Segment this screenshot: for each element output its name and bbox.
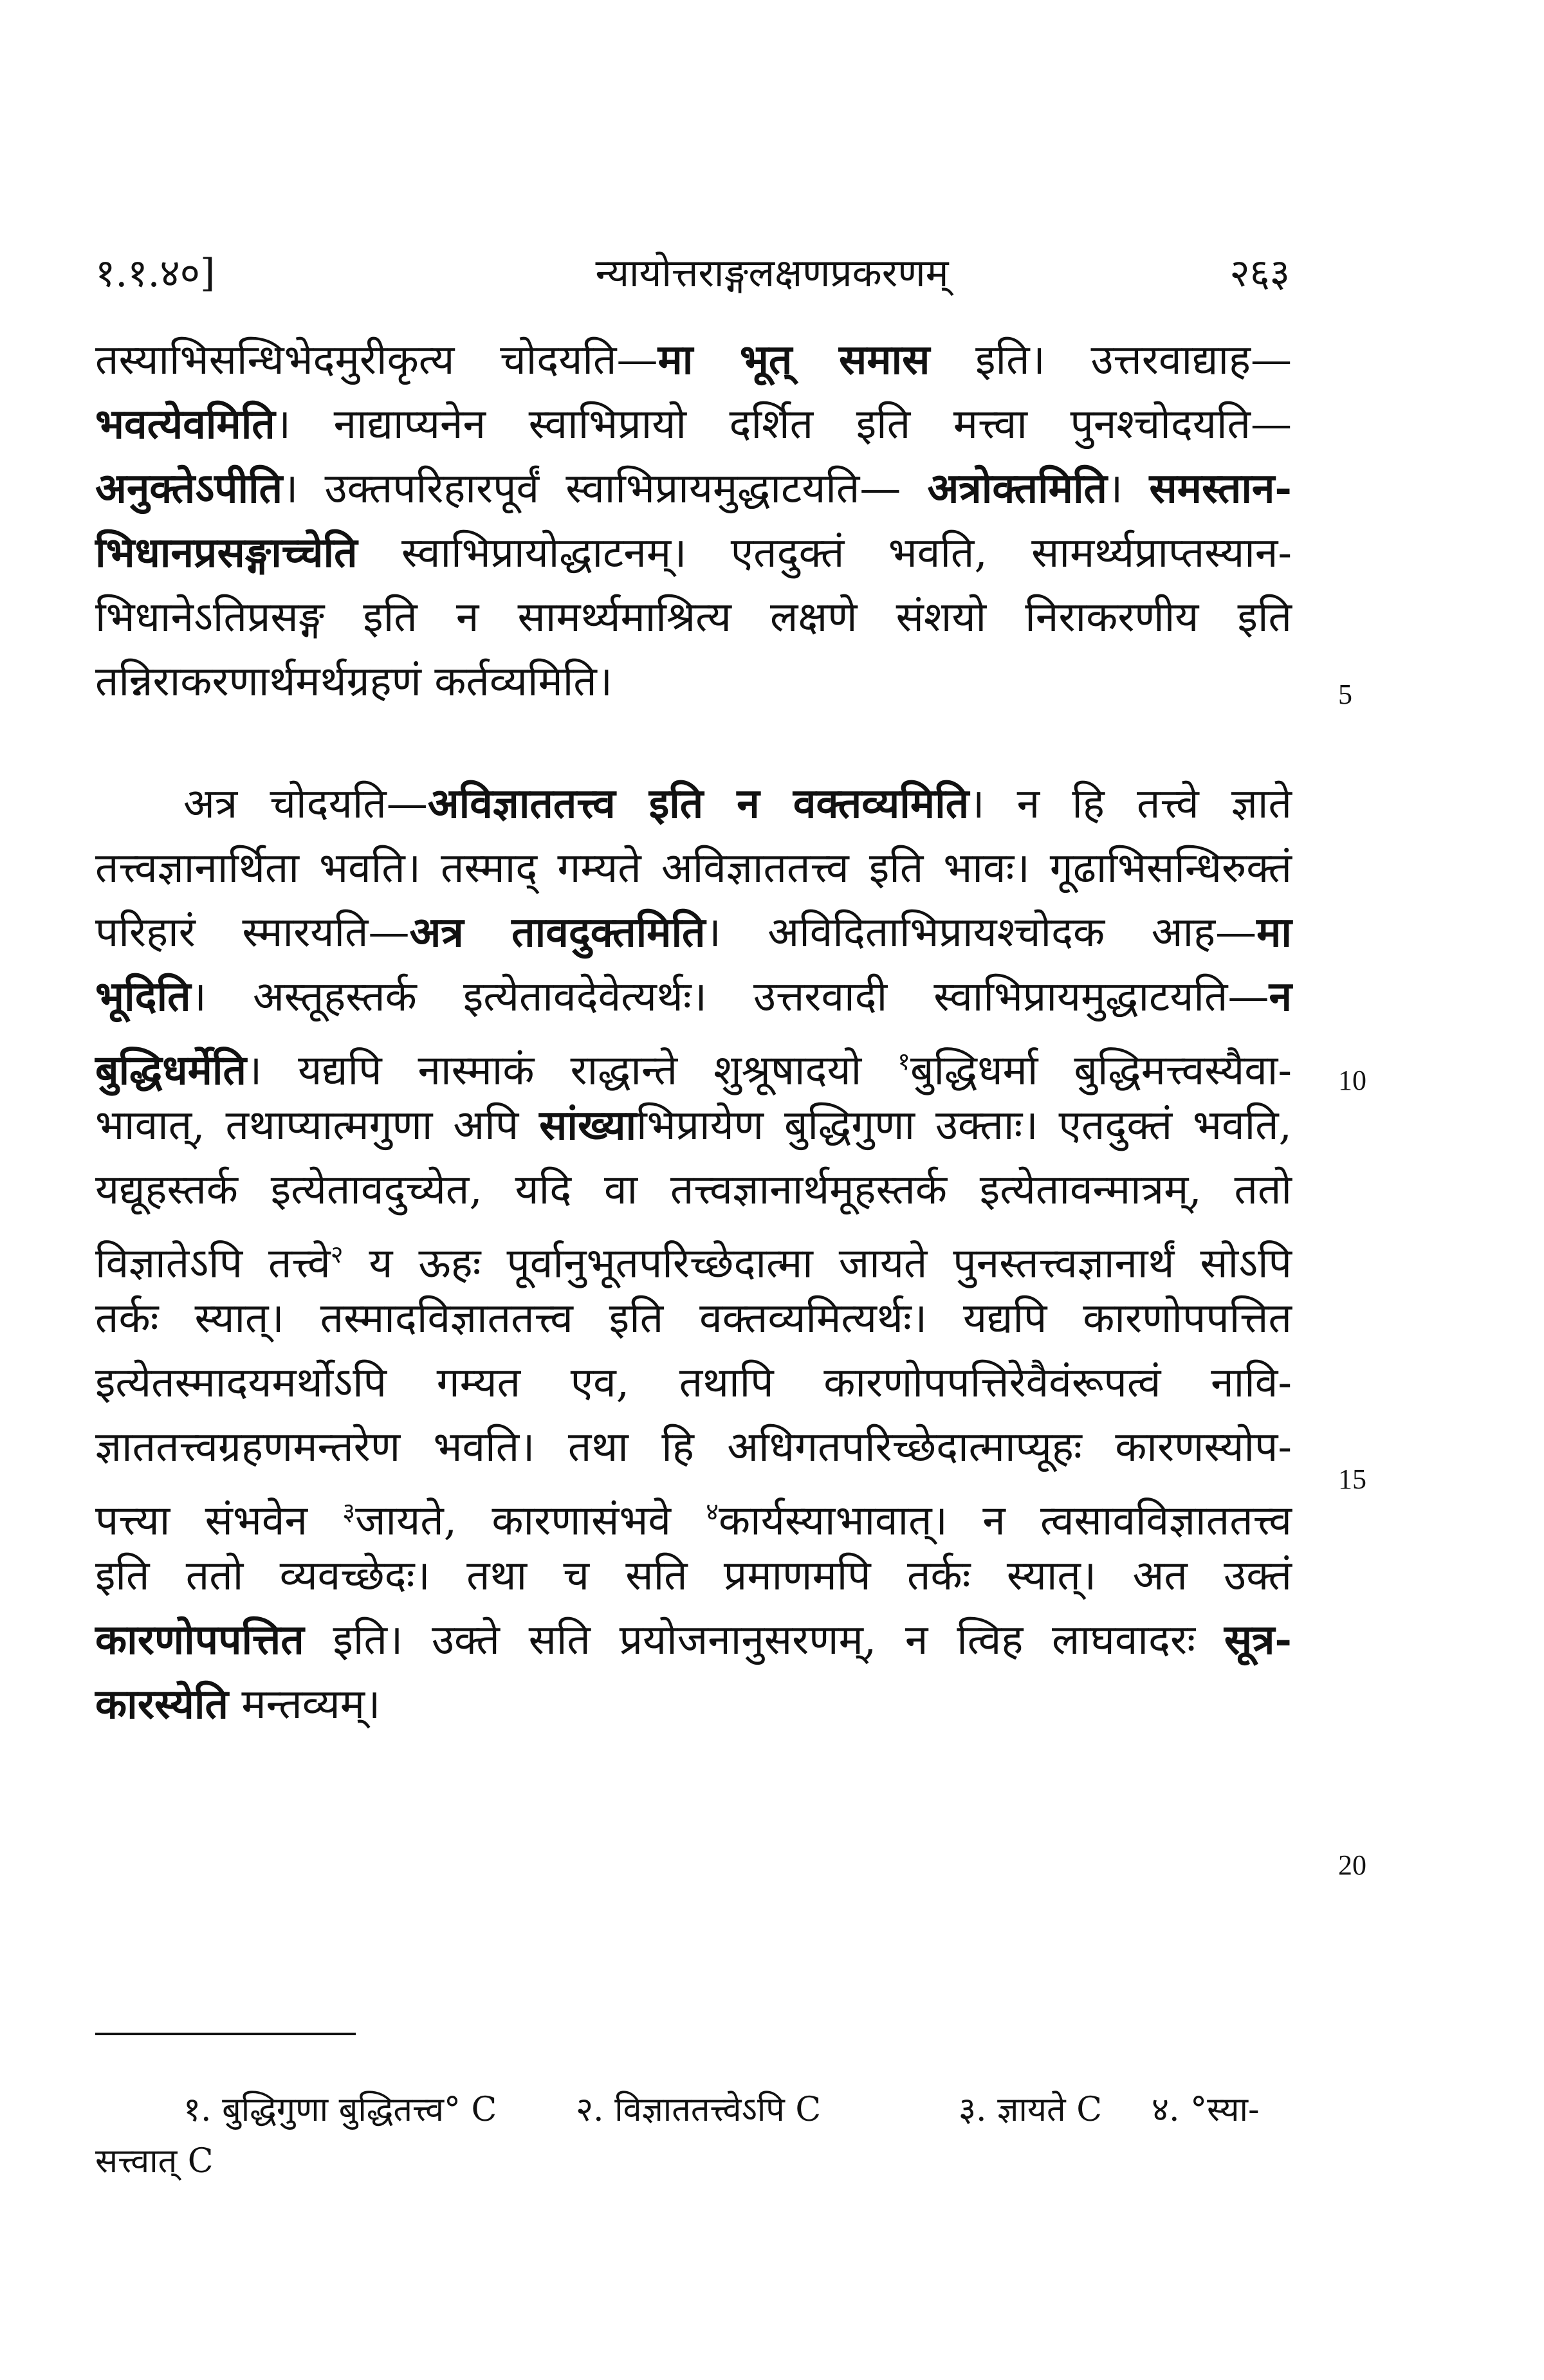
text-run: भिप्रायेण बुद्धिगुणा उक्ताः। एतदुक्तं भवति,: [636, 1102, 1292, 1149]
running-title: न्यायोत्तराङ्गलक्षणप्रकरणम्: [595, 251, 949, 296]
bold-text: भूदिति: [95, 973, 191, 1021]
text-line: [95, 1672, 1292, 1737]
text-line: [95, 965, 1292, 1029]
footnote-marker: १: [897, 1047, 910, 1076]
bold-text: भिधानप्रसङ्गाच्चेति: [95, 529, 358, 577]
text-run: बुद्धिधर्मा बुद्धिमत्त्वस्यैवा-: [910, 1047, 1292, 1095]
line-number: 10: [1338, 1065, 1366, 1096]
footnote-marker: २: [330, 1240, 344, 1268]
text-run: मन्तव्यम्।: [228, 1681, 381, 1728]
bold-text: अविज्ञाततत्त्व इति न वक्तव्यमिति: [427, 780, 970, 828]
text-run: । अस्तूहस्तर्क इत्येतावदेवेत्यर्थः। उत्तरवादी स्वाभिप्रायमुद्धाटयति—: [190, 973, 1269, 1021]
footnote-4: ४. °स्या-: [1152, 2091, 1260, 2129]
footnote-marker: ४: [706, 1497, 719, 1526]
text-run: कार्यस्याभावात्। न त्वसावविज्ञाततत्त्व: [719, 1497, 1292, 1545]
footnote-2: २. विज्ञाततत्त्वेऽपि C: [576, 2091, 822, 2129]
text-line: [95, 1286, 1292, 1351]
text-line: [95, 457, 1292, 521]
text-line: [95, 521, 1292, 585]
bold-text: सांख्या: [539, 1101, 637, 1149]
text-line: [95, 392, 1292, 457]
text-run: भिधानेऽतिप्रसङ्ग इति न सामर्थ्यमाश्रित्य लक्षणे संशयो निराकरणीय इति: [95, 594, 1292, 641]
bold-text: मा भूत् समास: [657, 336, 930, 384]
footnote-3: ३. ज्ञायते C: [959, 2091, 1103, 2129]
text-line: [183, 772, 1292, 836]
text-line: [95, 1608, 1292, 1672]
text-run: तन्निराकरणार्थमर्थग्रहणं कर्तव्यमिति।: [95, 658, 613, 706]
bold-text: बुद्धिधर्मेति: [95, 1046, 246, 1095]
text-run: । न हि तत्त्वे ज्ञाते: [969, 780, 1292, 828]
bold-text: कारणोपपत्तित: [95, 1616, 304, 1664]
text-run: इति। उत्तरवाद्याह—: [930, 336, 1292, 384]
text-line: [95, 650, 1292, 714]
text-run: विज्ञातेऽपि तत्त्वे: [95, 1240, 331, 1288]
text-line: [95, 1479, 1292, 1553]
page-number: २६३: [1229, 251, 1290, 296]
text-line: [95, 585, 1292, 650]
footnote-1: १. बुद्धिगुणा बुद्धितत्त्व° C: [183, 2091, 497, 2129]
text-line: [95, 1544, 1292, 1608]
text-run: । अविदिताभिप्रायश्चोदक आह—: [705, 909, 1257, 957]
text-run: । नाद्याप्यनेन स्वाभिप्रायो दर्शित इति मत्त्वा पुनश्चोदयति—: [275, 401, 1292, 448]
text-run: इति ततो व्यवच्छेदः। तथा च सति प्रमाणमपि तर्कः स्यात्। अत उक्तं: [95, 1552, 1292, 1600]
bold-text: मा: [1256, 908, 1292, 957]
text-line: [95, 328, 1292, 392]
footnote-marker: ३: [342, 1497, 356, 1526]
text-run: जायते, कारणासंभवे: [355, 1497, 706, 1545]
text-run: इत्येतस्मादयमर्थोऽपि गम्यत एव, तथापि कारणोपपत्तिरेवैवंरूपत्वं नावि-: [95, 1359, 1292, 1407]
bold-text: समस्तान-: [1149, 464, 1292, 513]
text-line: [95, 1351, 1292, 1415]
bold-text: कारस्येति: [95, 1680, 228, 1728]
bold-text: भवत्येवमिति: [95, 400, 275, 448]
text-run: तत्त्वज्ञानार्थिता भवति। तस्माद् गम्यते अविज्ञाततत्त्व इति भावः। गूढाभिसन्धिरुक्तं: [95, 845, 1292, 892]
text-run: पत्त्या संभवेन: [95, 1497, 343, 1545]
text-run: तर्कः स्यात्। तस्मादविज्ञाततत्त्व इति वक्तव्यमित्यर्थः। यद्यपि कारणोपपत्तित: [95, 1295, 1292, 1342]
text-line: [95, 1222, 1292, 1295]
text-run: ज्ञाततत्त्वग्रहणमन्तरेण भवति। तथा हि अधिगतपरिच्छेदात्माप्यूहः कारणस्योप-: [95, 1423, 1292, 1471]
text-run: । यद्यपि नास्माकं राद्धान्ते शुश्रूषादयो: [246, 1047, 898, 1095]
text-line: [95, 1415, 1292, 1479]
bold-text: अनुक्तेऽपीति: [95, 464, 283, 513]
section-number: १.१.४०]: [95, 251, 216, 296]
bold-text: सूत्र-: [1224, 1616, 1292, 1664]
line-number: 20: [1338, 1849, 1366, 1881]
text-run: य ऊहः पूर्वानुभूतपरिच्छेदात्मा जायते पुनस्तत्त्वज्ञानार्थं सोऽपि: [343, 1240, 1292, 1288]
footnote-rule: [95, 2033, 356, 2035]
text-run: । उक्तपरिहारपूर्वं स्वाभिप्रायमुद्धाटयति—: [282, 465, 928, 513]
text-line: [95, 1094, 1292, 1158]
bold-text: अत्र तावदुक्तमिति: [409, 908, 706, 957]
line-number: 5: [1338, 679, 1352, 710]
text-run: इति। उक्ते सति प्रयोजनानुसरणम्, न त्विह लाघवादरः: [304, 1616, 1224, 1664]
line-number: 15: [1338, 1463, 1366, 1495]
text-run: यद्यूहस्तर्क इत्येतावदुच्येत, यदि वा तत्त्वज्ञानार्थमूहस्तर्क इत्येतावन्मात्रम्, ततो: [95, 1166, 1292, 1214]
bold-text: अत्रोक्तमिति: [927, 464, 1108, 513]
text-run: परिहारं स्मारयति—: [95, 909, 410, 957]
text-run: स्वाभिप्रायोद्धाटनम्। एतदुक्तं भवति, सामर्थ्यप्राप्तस्यान-: [357, 529, 1292, 577]
text-line: [95, 1158, 1292, 1222]
text-run: तस्याभिसन्धिभेदमुरीकृत्य चोदयति—: [95, 336, 658, 384]
text-line: [95, 836, 1292, 901]
text-run: ।: [1107, 465, 1150, 513]
text-run: भावात्, तथाप्यात्मगुणा अपि: [95, 1102, 540, 1149]
footnote-4-continued: सत्त्वात् C: [95, 2142, 214, 2181]
text-run: अत्र चोदयति—: [183, 780, 428, 828]
text-line: [95, 1029, 1292, 1103]
text-line: [95, 901, 1292, 965]
bold-text: न: [1269, 973, 1292, 1021]
